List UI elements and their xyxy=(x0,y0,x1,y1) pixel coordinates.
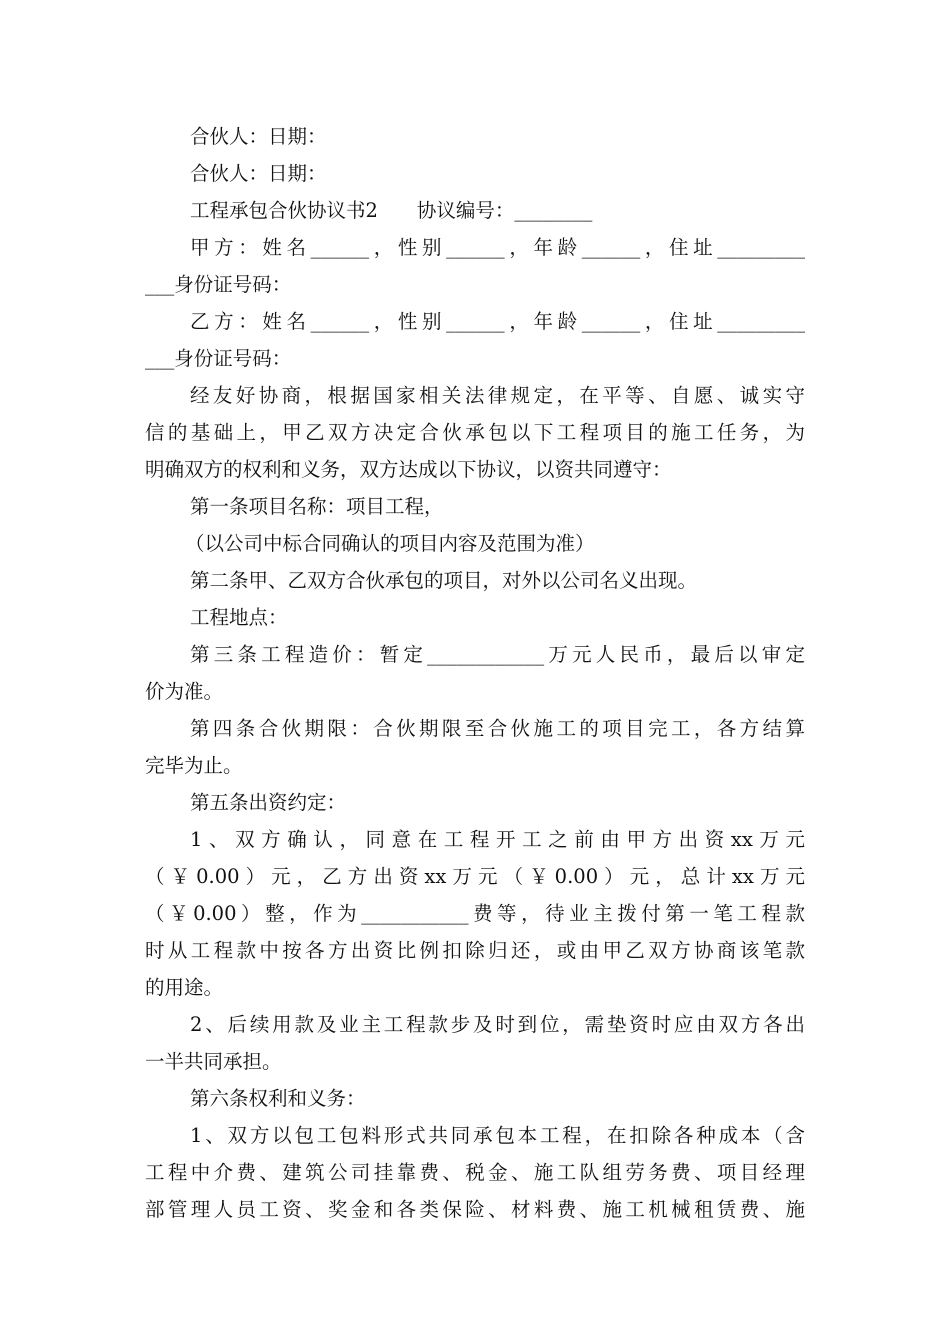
article-5-item-2-line: 2、后续用款及业主工程款步及时到位，需垫资时应由双方各出 xyxy=(190,1013,805,1036)
article-1-note-line: （以公司中标合同确认的项目内容及范围为准） xyxy=(185,532,595,555)
article-3-line: 第三条工程造价：暂定____________万元人民币，最后以审定 xyxy=(190,643,805,666)
article-1-line: 第一条项目名称：项目工程， xyxy=(190,495,444,518)
article-6-item-1-line: 工程中介费、建筑公司挂靠费、税金、施工队组劳务费、项目经理 xyxy=(145,1161,805,1184)
article-6-item-1-line: 1、双方以包工包料形式共同承包本工程，在扣除各种成本（含 xyxy=(190,1124,805,1147)
article-3-cont-line: 价为准。 xyxy=(145,680,224,703)
article-5-item-2-line: 一半共同承担。 xyxy=(145,1050,282,1073)
partner-signature-line-1: 合伙人：日期： xyxy=(190,125,327,148)
paragraph-line: 明确双方的权利和义务，双方达成以下协议，以资共同遵守： xyxy=(145,458,672,481)
article-6-item-1-line: 部管理人员工资、奖金和各类保险、材料费、施工机械租赁费、施 xyxy=(145,1198,805,1221)
article-6-line: 第六条权利和义务： xyxy=(190,1087,366,1110)
party-a-id-line: ___身份证号码： xyxy=(145,273,292,296)
party-a-line: 甲方：姓名______，性别______，年龄______，住址_________ xyxy=(190,236,805,259)
paragraph-line: 经友好协商，根据国家相关法律规定，在平等、自愿、诚实守 xyxy=(190,384,805,407)
article-2-line: 第二条甲、乙双方合伙承包的项目，对外以公司名义出现。 xyxy=(190,569,698,592)
article-5-line: 第五条出资约定： xyxy=(190,791,347,814)
partner-signature-line-2: 合伙人：日期： xyxy=(190,162,327,185)
document-body xyxy=(145,118,805,1228)
article-5-item-1-line: （￥0.00）元，乙方出资xx万元（￥0.00）元，总计xx万元 xyxy=(145,865,805,888)
project-location-line: 工程地点： xyxy=(190,606,288,629)
article-5-item-1-line: 1、双方确认，同意在工程开工之前由甲方出资xx万元 xyxy=(190,828,805,851)
party-b-line: 乙方：姓名______，性别______，年龄______，住址_________ xyxy=(190,310,805,333)
agreement-title-line: 工程承包合伙协议书2 协议编号：________ xyxy=(190,199,593,222)
article-4-line: 第四条合伙期限：合伙期限至合伙施工的项目完工，各方结算 xyxy=(190,717,805,740)
paragraph-line: 信的基础上，甲乙双方决定合伙承包以下工程项目的施工任务，为 xyxy=(145,421,805,444)
article-4-cont-line: 完毕为止。 xyxy=(145,754,243,777)
article-5-item-1-line: （￥0.00）整，作为___________费等，待业主拨付第一笔工程款 xyxy=(145,902,805,925)
article-5-item-1-line: 时从工程款中按各方出资比例扣除归还，或由甲乙双方协商该笔款 xyxy=(145,939,805,962)
article-5-item-1-line: 的用途。 xyxy=(145,976,224,999)
party-b-id-line: ___身份证号码： xyxy=(145,347,292,370)
